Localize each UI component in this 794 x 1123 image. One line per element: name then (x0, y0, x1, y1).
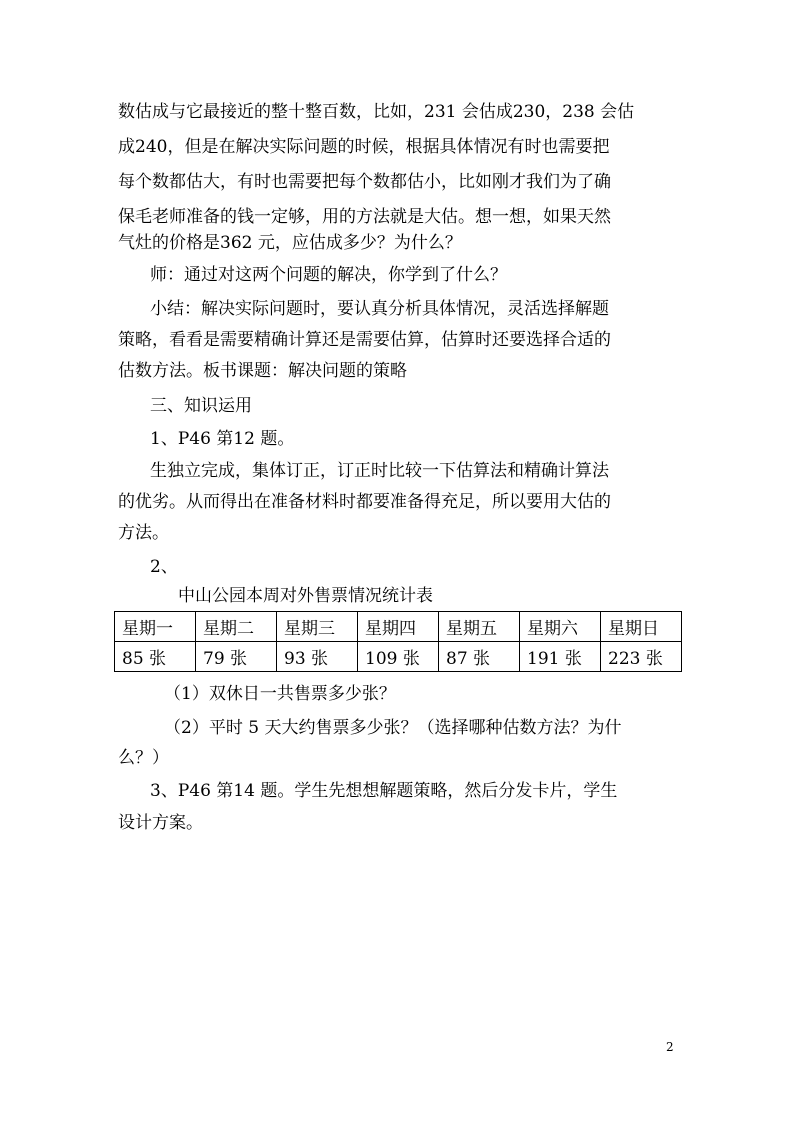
table-cell: 223 张 (601, 642, 682, 672)
table-header-cell: 星期五 (439, 612, 520, 642)
table-cell: 93 张 (277, 642, 358, 672)
summary-line: 策略，看看是需要精确计算还是需要估算，估算时还要选择合适的 (118, 330, 611, 350)
exercise-desc-line: 方法。 (118, 523, 169, 543)
section-title: 三、知识运用 (150, 396, 252, 416)
table-cell: 109 张 (358, 642, 439, 672)
table-cell: 79 张 (196, 642, 277, 672)
question-line: （1）双休日一共售票多少张？ (164, 684, 396, 704)
paragraph-line: 成240，但是在解决实际问题的时候，根据具体情况有时也需要把 (118, 137, 610, 157)
exercise-item: 1、P46 第12 题。 (150, 429, 295, 449)
teacher-question: 师：通过对这两个问题的解决，你学到了什么？ (150, 265, 507, 285)
table-header-cell: 星期一 (115, 612, 196, 642)
table-header-row (115, 612, 682, 642)
table-row (115, 642, 682, 672)
paragraph-line: 气灶的价格是362 元，应估成多少？为什么？ (118, 233, 462, 253)
summary-line: 小结：解决实际问题时，要认真分析具体情况，灵活选择解题 (150, 299, 609, 319)
paragraph-line: 每个数都估大，有时也需要把每个数都估小，比如刚才我们为了确 (118, 172, 611, 192)
question-line: 么？） (118, 748, 169, 768)
exercise-desc-line: 的优劣。从而得出在准备材料时都要准备得充足，所以要用大估的 (118, 492, 611, 512)
paragraph-line: 保毛老师准备的钱一定够，用的方法就是大估。想一想，如果天然 (118, 207, 611, 227)
table-cell: 191 张 (520, 642, 601, 672)
table-header-cell: 星期三 (277, 612, 358, 642)
table-header-cell: 星期二 (196, 612, 277, 642)
page-number: 2 (666, 1040, 674, 1054)
exercise-item: 2、 (150, 557, 178, 577)
table-caption: 中山公园本周对外售票情况统计表 (178, 586, 433, 606)
question-line: （2）平时 5 天大约售票多少张？（选择哪种估数方法？为什 (164, 718, 622, 738)
table-header-cell: 星期四 (358, 612, 439, 642)
table-header-cell: 星期日 (601, 612, 682, 642)
summary-line: 估数方法。板书课题：解决问题的策略 (118, 361, 407, 381)
table-header-cell: 星期六 (520, 612, 601, 642)
exercise-item: 设计方案。 (118, 813, 203, 833)
exercise-item: 3、P46 第14 题。学生先想想解题策略，然后分发卡片，学生 (150, 781, 618, 801)
exercise-desc-line: 生独立完成，集体订正，订正时比较一下估算法和精确计算法 (150, 461, 609, 481)
paragraph-line: 数估成与它最接近的整十整百数，比如，231 会估成230，238 会估 (118, 102, 635, 122)
table-cell: 87 张 (439, 642, 520, 672)
ticket-sales-table (114, 611, 682, 672)
table-cell: 85 张 (115, 642, 196, 672)
